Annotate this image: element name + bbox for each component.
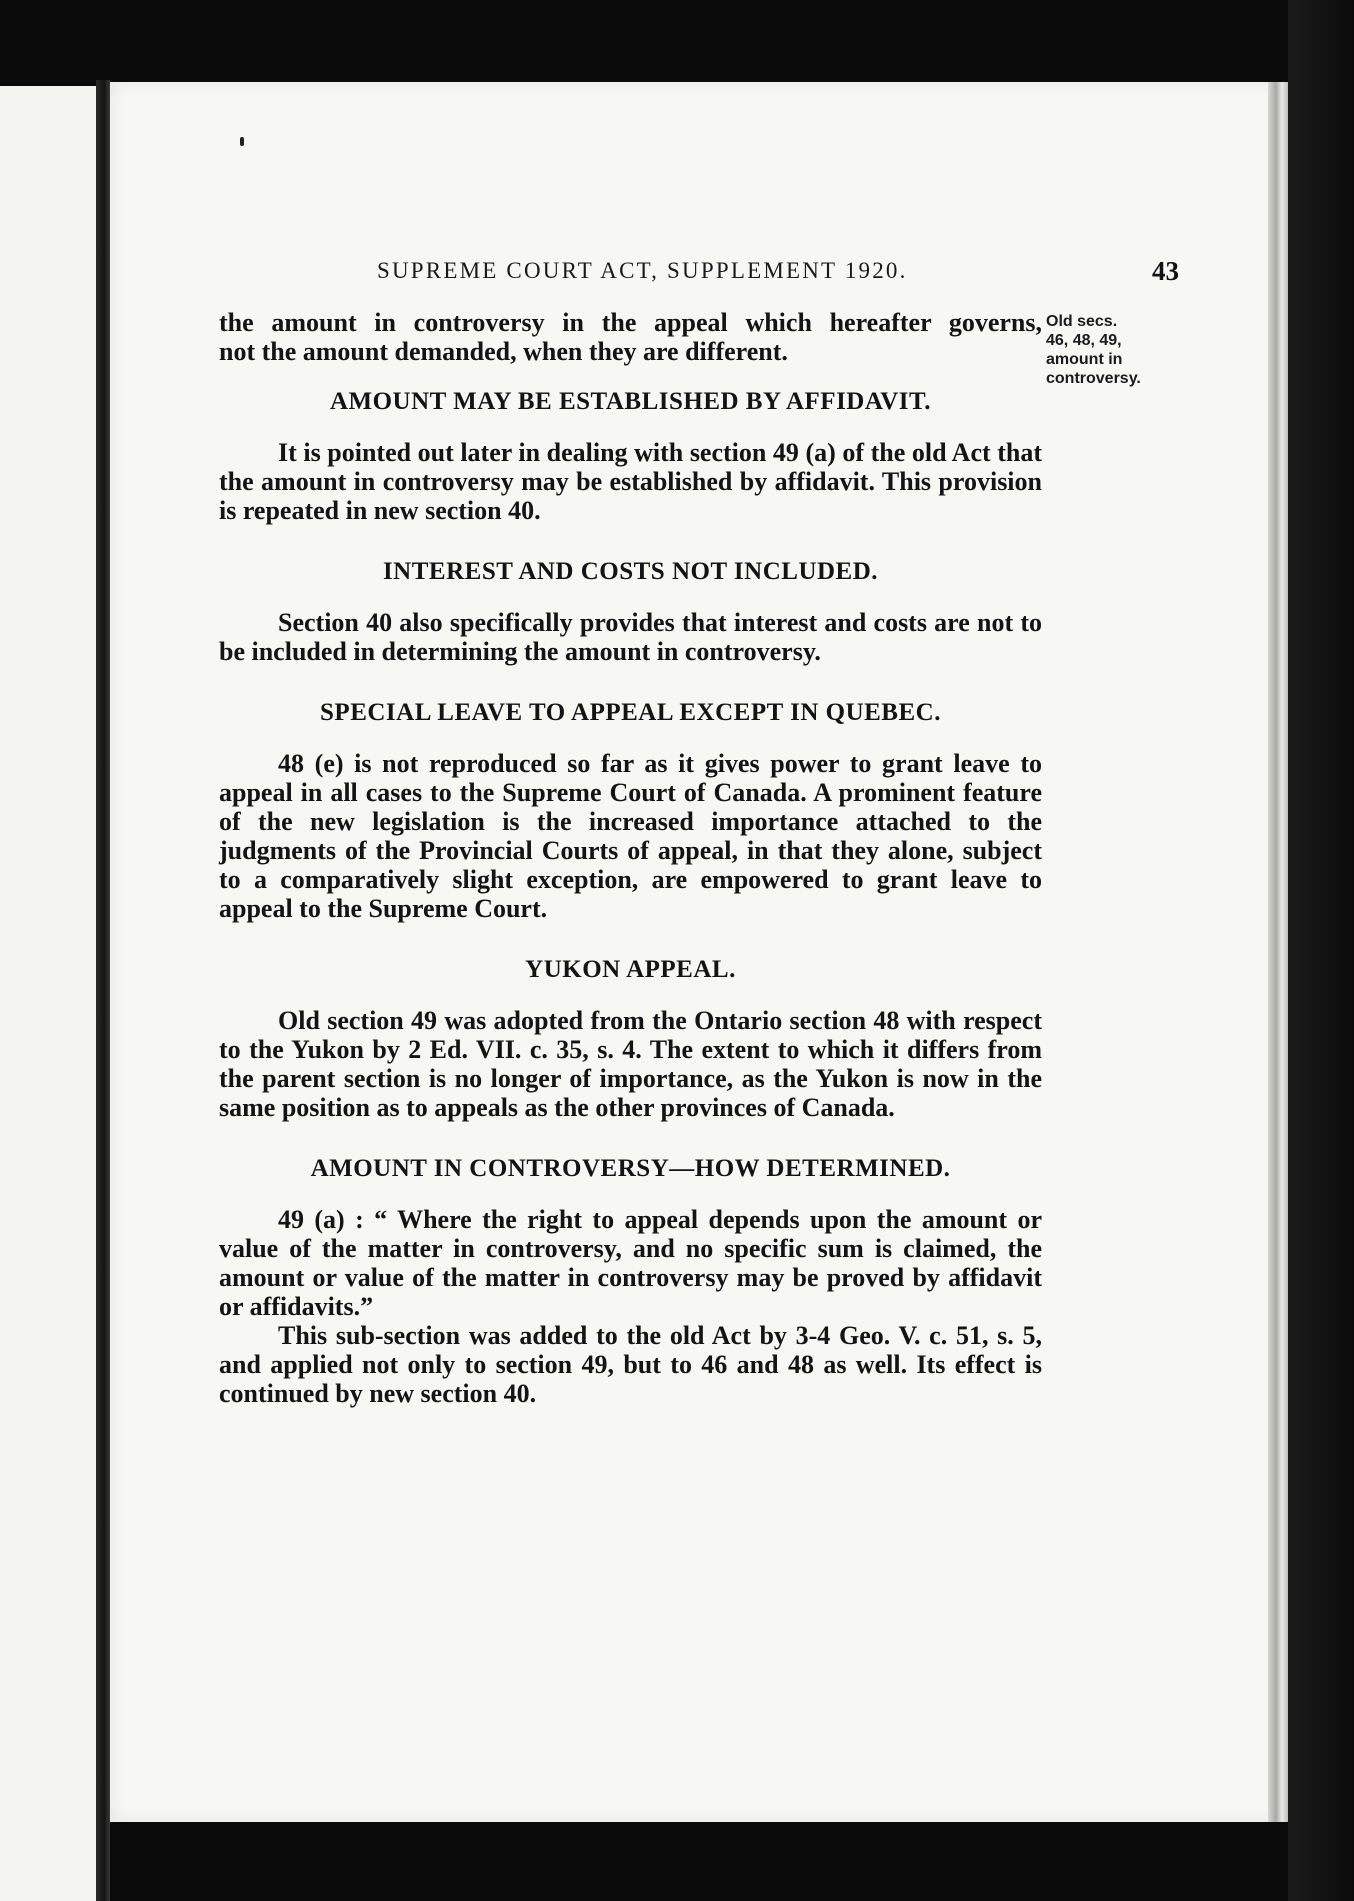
section-paragraph: It is pointed out later in dealing with section 49 (a) of the old Act that the amount in controversy may be established by affidavit. This provision is repeated in new section 40. [219,438,1042,525]
intro-line: not the amount demanded, when they are different. [219,337,788,366]
intro-line: the amount in controversy in the appeal which hereafter governs, [219,308,1042,337]
section-heading: YUKON APPEAL. [525,956,736,983]
section-paragraph: This sub-section was added to the old Act by 3-4 Geo. V. c. 51, s. 5, and applied not only to section 49, but to 46 and 48 as well. Its effect is continued by new section 40. [219,1321,1042,1408]
running-head: SUPREME COURT ACT, SUPPLEMENT 1920. [377,258,908,283]
section-heading: AMOUNT MAY BE ESTABLISHED BY AFFIDAVIT. [329,388,932,415]
book-spine [96,80,110,1901]
section-heading: AMOUNT IN CONTROVERSY—HOW DETERMINED. [310,1155,951,1182]
marginal-note-line: Old secs. [1046,313,1118,330]
section-paragraph: 49 (a) : “ Where the right to appeal depends upon the amount or value of the matter in controversy, and no specific sum is claimed, the amount or value of the matter in controversy may be proved by affidavit or affidavits.” [219,1205,1042,1321]
scan-background [1288,0,1354,1901]
section-paragraph: 48 (e) is not reproduced so far as it gives power to grant leave to appeal in all cases to the Supreme Court of Canada. A prominent feature of the new legislation is the increased importance attached to the judgments of the Provincial Courts of appeal, in that they alone, subject to a comparatively slight exception, are empowered to grant leave to appeal to the Supreme Court. [219,749,1042,923]
left-page-margin [0,86,96,1901]
page-edge [1268,82,1288,1822]
marginal-note [1046,312,1186,388]
marginal-note-line: 46, 48, 49, [1046,332,1122,349]
section-heading: INTEREST AND COSTS NOT INCLUDED. [382,558,879,585]
section-heading: SPECIAL LEAVE TO APPEAL EXCEPT IN QUEBEC. [320,699,941,726]
section-paragraph: Old section 49 was adopted from the Ontario section 48 with respect to the Yukon by 2 Ed. VII. c. 35, s. 4. The extent to which it differs from the parent section is no longer of importance, as the Yukon is now in the same position as to appeals as the other provinces of Canada. [219,1006,1042,1122]
ink-speck [240,137,244,146]
body-text [219,308,1042,1408]
section-paragraph: Section 40 also specifically provides that interest and costs are not to be included in determining the amount in controversy. [219,608,1042,666]
page-number: 43 [1152,256,1179,286]
marginal-note-line: controversy. [1046,370,1141,387]
marginal-note-line: amount in [1046,351,1123,368]
